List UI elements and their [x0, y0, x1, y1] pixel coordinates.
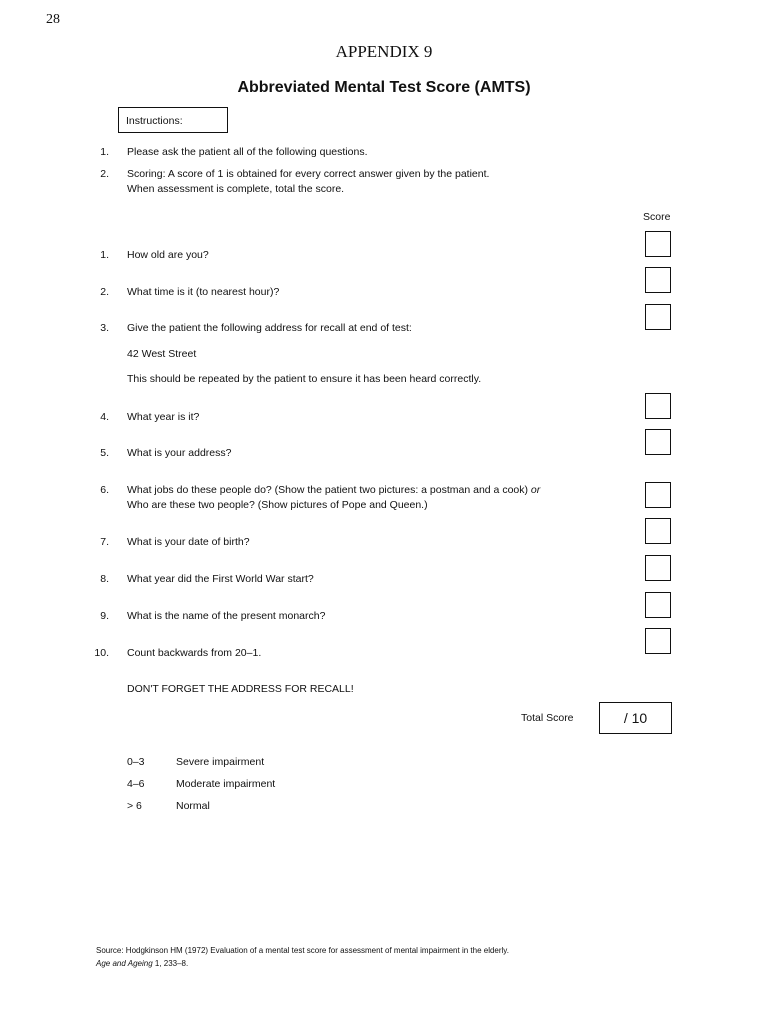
question-text: What year is it? [127, 411, 200, 423]
question-number: 1. [100, 249, 109, 261]
recall-address: 42 West Street [127, 348, 197, 360]
question-text-or: or [530, 484, 541, 496]
instruction-text: Please ask the patient all of the following questions. [127, 146, 368, 158]
source-citation: Source: Hodgkinson HM (1972) Evaluation of a mental test score for assessment of mental impairment in the elderly. [96, 946, 509, 955]
interpretation-range: 0–3 [127, 756, 145, 768]
question-number: 3. [100, 322, 109, 334]
recall-reminder: DON'T FORGET THE ADDRESS FOR RECALL! [127, 683, 354, 695]
score-box-q2[interactable] [645, 267, 671, 293]
score-box-q6[interactable] [645, 482, 671, 508]
question-number: 7. [100, 536, 109, 548]
source-volume: 1, 233–8. [152, 959, 189, 968]
question-text: What time is it (to nearest hour)? [127, 286, 280, 298]
question-text: Who are these two people? (Show pictures of Pope and Queen.) [127, 499, 428, 511]
question-number: 4. [100, 411, 109, 423]
recall-instruction: This should be repeated by the patient to ensure it has been heard correctly. [127, 373, 482, 385]
score-box-q10[interactable] [645, 628, 671, 654]
question-text: What is the name of the present monarch? [127, 610, 326, 622]
score-box-q9[interactable] [645, 592, 671, 618]
source-journal: Age and Ageing [96, 959, 153, 968]
score-header: Score [643, 211, 671, 223]
interpretation-range: 4–6 [127, 778, 145, 790]
interpretation-label: Moderate impairment [176, 778, 276, 790]
instruction-text: Scoring: A score of 1 is obtained for every correct answer given by the patient. [127, 168, 490, 180]
score-box-q4[interactable] [645, 393, 671, 419]
score-box-q1[interactable] [645, 231, 671, 257]
interpretation-range: > 6 [127, 800, 142, 812]
interpretation-label: Severe impairment [176, 756, 265, 768]
appendix-heading: APPENDIX 9 [335, 42, 433, 61]
question-text-part: What jobs do these people do? (Show the patient two pictures: a postman and a cook) [127, 484, 528, 496]
question-text: Count backwards from 20–1. [127, 647, 262, 659]
question-text: What year did the First World War start? [127, 573, 314, 585]
page-title: Abbreviated Mental Test Score (AMTS) [237, 79, 531, 96]
instructions-label: Instructions: [126, 115, 183, 127]
question-number: 2. [100, 286, 109, 298]
question-number: 5. [100, 447, 109, 459]
instruction-text: When assessment is complete, total the score. [127, 183, 345, 195]
score-box-q7[interactable] [645, 518, 671, 544]
question-text: Give the patient the following address for recall at end of test: [127, 322, 412, 334]
page-number: 28 [46, 12, 60, 27]
score-box-q3[interactable] [645, 304, 671, 330]
question-text: What is your date of birth? [127, 536, 250, 548]
total-score-label: Total Score [521, 712, 574, 724]
question-number: 10. [94, 647, 109, 659]
question-number: 8. [100, 573, 109, 585]
interpretation-label: Normal [176, 800, 210, 812]
score-box-q8[interactable] [645, 555, 671, 581]
score-box-q5[interactable] [645, 429, 671, 455]
instruction-number: 2. [100, 168, 109, 180]
question-number: 6. [100, 484, 109, 496]
source-journal-line [96, 959, 188, 968]
instruction-number: 1. [100, 146, 109, 158]
question-text [127, 484, 540, 496]
question-text: How old are you? [127, 249, 209, 261]
question-number: 9. [100, 610, 109, 622]
question-text: What is your address? [127, 447, 232, 459]
total-score-value: / 10 [623, 710, 648, 726]
